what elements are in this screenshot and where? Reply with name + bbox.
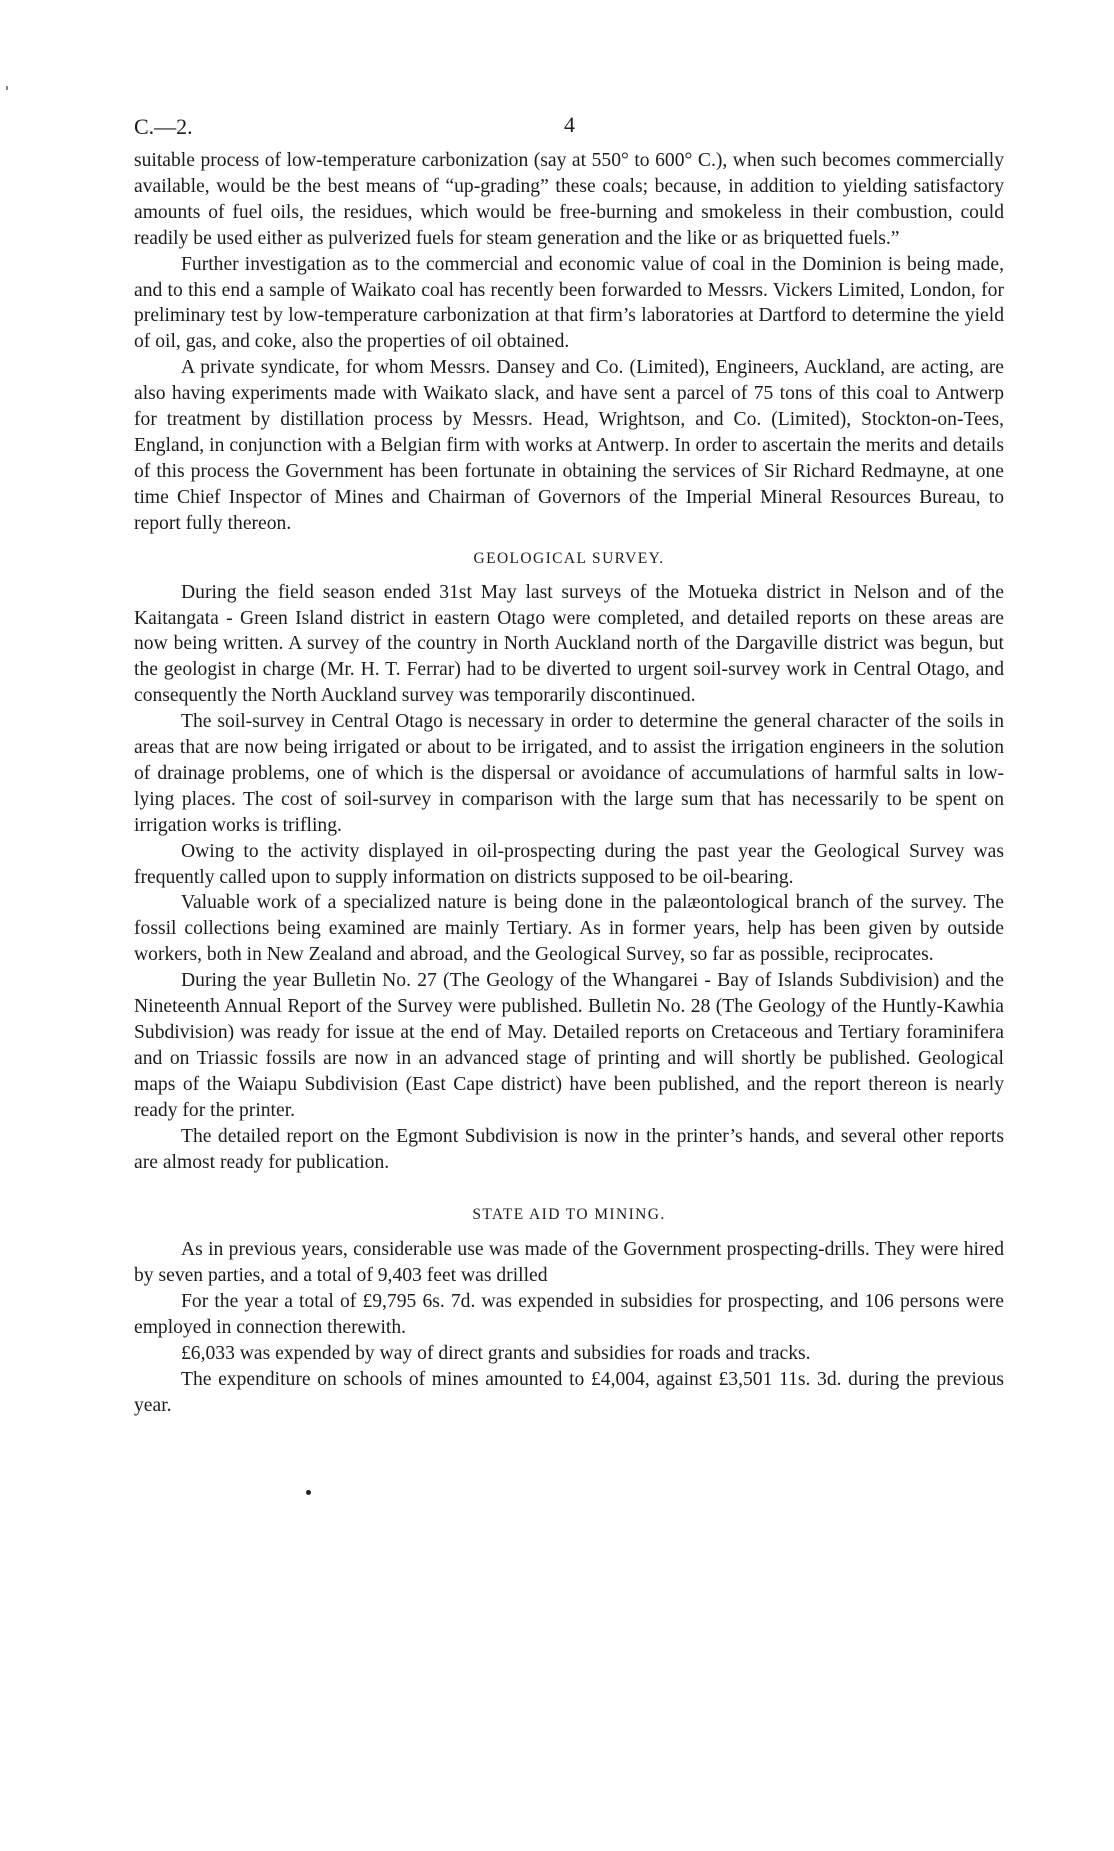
section-heading-geological-survey: GEOLOGICAL SURVEY.: [473, 549, 665, 567]
scan-edge-mark: [6, 86, 8, 90]
paragraph-roads-tracks: £6,033 was expended by way of direct grants and subsidies for roads and tracks.: [181, 1343, 811, 1365]
section-heading-state-aid: STATE AID TO MINING.: [472, 1206, 666, 1224]
paragraph-subsidies: For the year a total of £9,795 6s. 7d. was expended in subsidies for prospecting, and 106 persons were employed in connection therewith.: [134, 1291, 1004, 1339]
paragraph-soil-survey: The soil-survey in Central Otago is necessary in order to determine the general character of the soils in areas that are now being irrigated or about to be irrigated, and to assist the irrigation engineers in the solution of drainage problems, one of which is the dispersal or avoidance of accumulations of harmful salts in low-lying places. The cost of soil-survey in comparison with the large sum that has necessarily to be spent on irrigation works is trifling.: [134, 711, 1004, 836]
paragraph-schools-of-mines: The expenditure on schools of mines amounted to £4,004, against £3,501 11s. 3d. during the previous year.: [134, 1368, 1004, 1416]
report-reference: C.—2.: [134, 114, 193, 139]
paragraph-private-syndicate: A private syndicate, for whom Messrs. Dansey and Co. (Limited), Engineers, Auckland, are acting, are also having experiments made with Waikato slack, and have sent a parcel of 75 tons of this coal to Antwerp for treatment by distillation process by Messrs. Head, Wrightson, and Co. (Limited), Stockton-on-Tees, England, in conjunction with a Belgian firm with works at Antwerp. In order to ascertain the merits and details of this process the Government has been fortunate in obtaining the services of Sir Richard Redmayne, at one time Chief Inspector of Mines and Chairman of Governors of the Imperial Mineral Resources Bureau, to report fully thereon.: [134, 357, 1004, 534]
continued-paragraph: suitable process of low-temperature carbonization (say at 550° to 600° C.), when such becomes commercially available, would be the best means of “up-grading” these coals; because, in addition to yielding satisfactory amounts of fuel oils, the residues, which would be free-burning and smokeless in their combustion, could readily be used either as pulverized fuels for steam generation and the like or as briquetted fuels.”: [134, 150, 1004, 249]
paragraph-egmont: The detailed report on the Egmont Subdivision is now in the printer’s hands, and several other reports are almost ready for publication.: [134, 1125, 1004, 1173]
document-page: [134, 108, 1004, 1419]
stray-dot-mark: [306, 1490, 311, 1495]
paragraph-coal-investigation: Further investigation as to the commercial and economic value of coal in the Dominion is being made, and to this end a sample of Waikato coal has recently been forwarded to Messrs. Vickers Limited, London, for preliminary test by low-temperature carbonization at that firm’s laboratories at Dartford to determine the yield of oil, gas, and coke, also the properties of oil obtained.: [134, 253, 1004, 353]
paragraph-field-season: During the field season ended 31st May last surveys of the Motueka district in Nelson and of the Kaitangata - Green Island district in eastern Otago were completed, and detailed reports on these areas are now being written. A survey of the country in North Auckland north of the Dargaville district was begun, but the geologist in charge (Mr. H. T. Ferrar) had to be diverted to urgent soil-survey work in Central Otago, and consequently the North Auckland survey was temporarily discontinued.: [134, 581, 1004, 707]
paragraph-palaeontological: Valuable work of a specialized nature is being done in the palæontological branch of the survey. The fossil collections being examined are mainly Tertiary. As in former years, help has been given by outside workers, both in New Zealand and abroad, and the Geological Survey, so far as possible, reciprocates.: [134, 892, 1004, 966]
paragraph-bulletins: During the year Bulletin No. 27 (The Geology of the Whangarei - Bay of Islands Subdivision) and the Nineteenth Annual Report of the Survey were published. Bulletin No. 28 (The Geology of the Huntly-Kawhia Subdivision) was ready for issue at the end of May. Detailed reports on Cretaceous and Tertiary foraminifera and on Triassic fossils are now in an advanced stage of printing and will shortly be published. Geological maps of the Waiapu Subdivision (East Cape district) have been published, and the report thereon is nearly ready for the printer.: [134, 970, 1004, 1121]
page-number: 4: [564, 112, 575, 137]
paragraph-oil-prospecting: Owing to the activity displayed in oil-prospecting during the past year the Geological Survey was frequently called upon to supply information on districts supposed to be oil-bearing.: [134, 840, 1004, 888]
page-header: [134, 108, 1004, 148]
paragraph-prospecting-drills: As in previous years, considerable use was made of the Government prospecting-drills. They were hired by seven parties, and a total of 9,403 feet was drilled: [134, 1239, 1004, 1287]
